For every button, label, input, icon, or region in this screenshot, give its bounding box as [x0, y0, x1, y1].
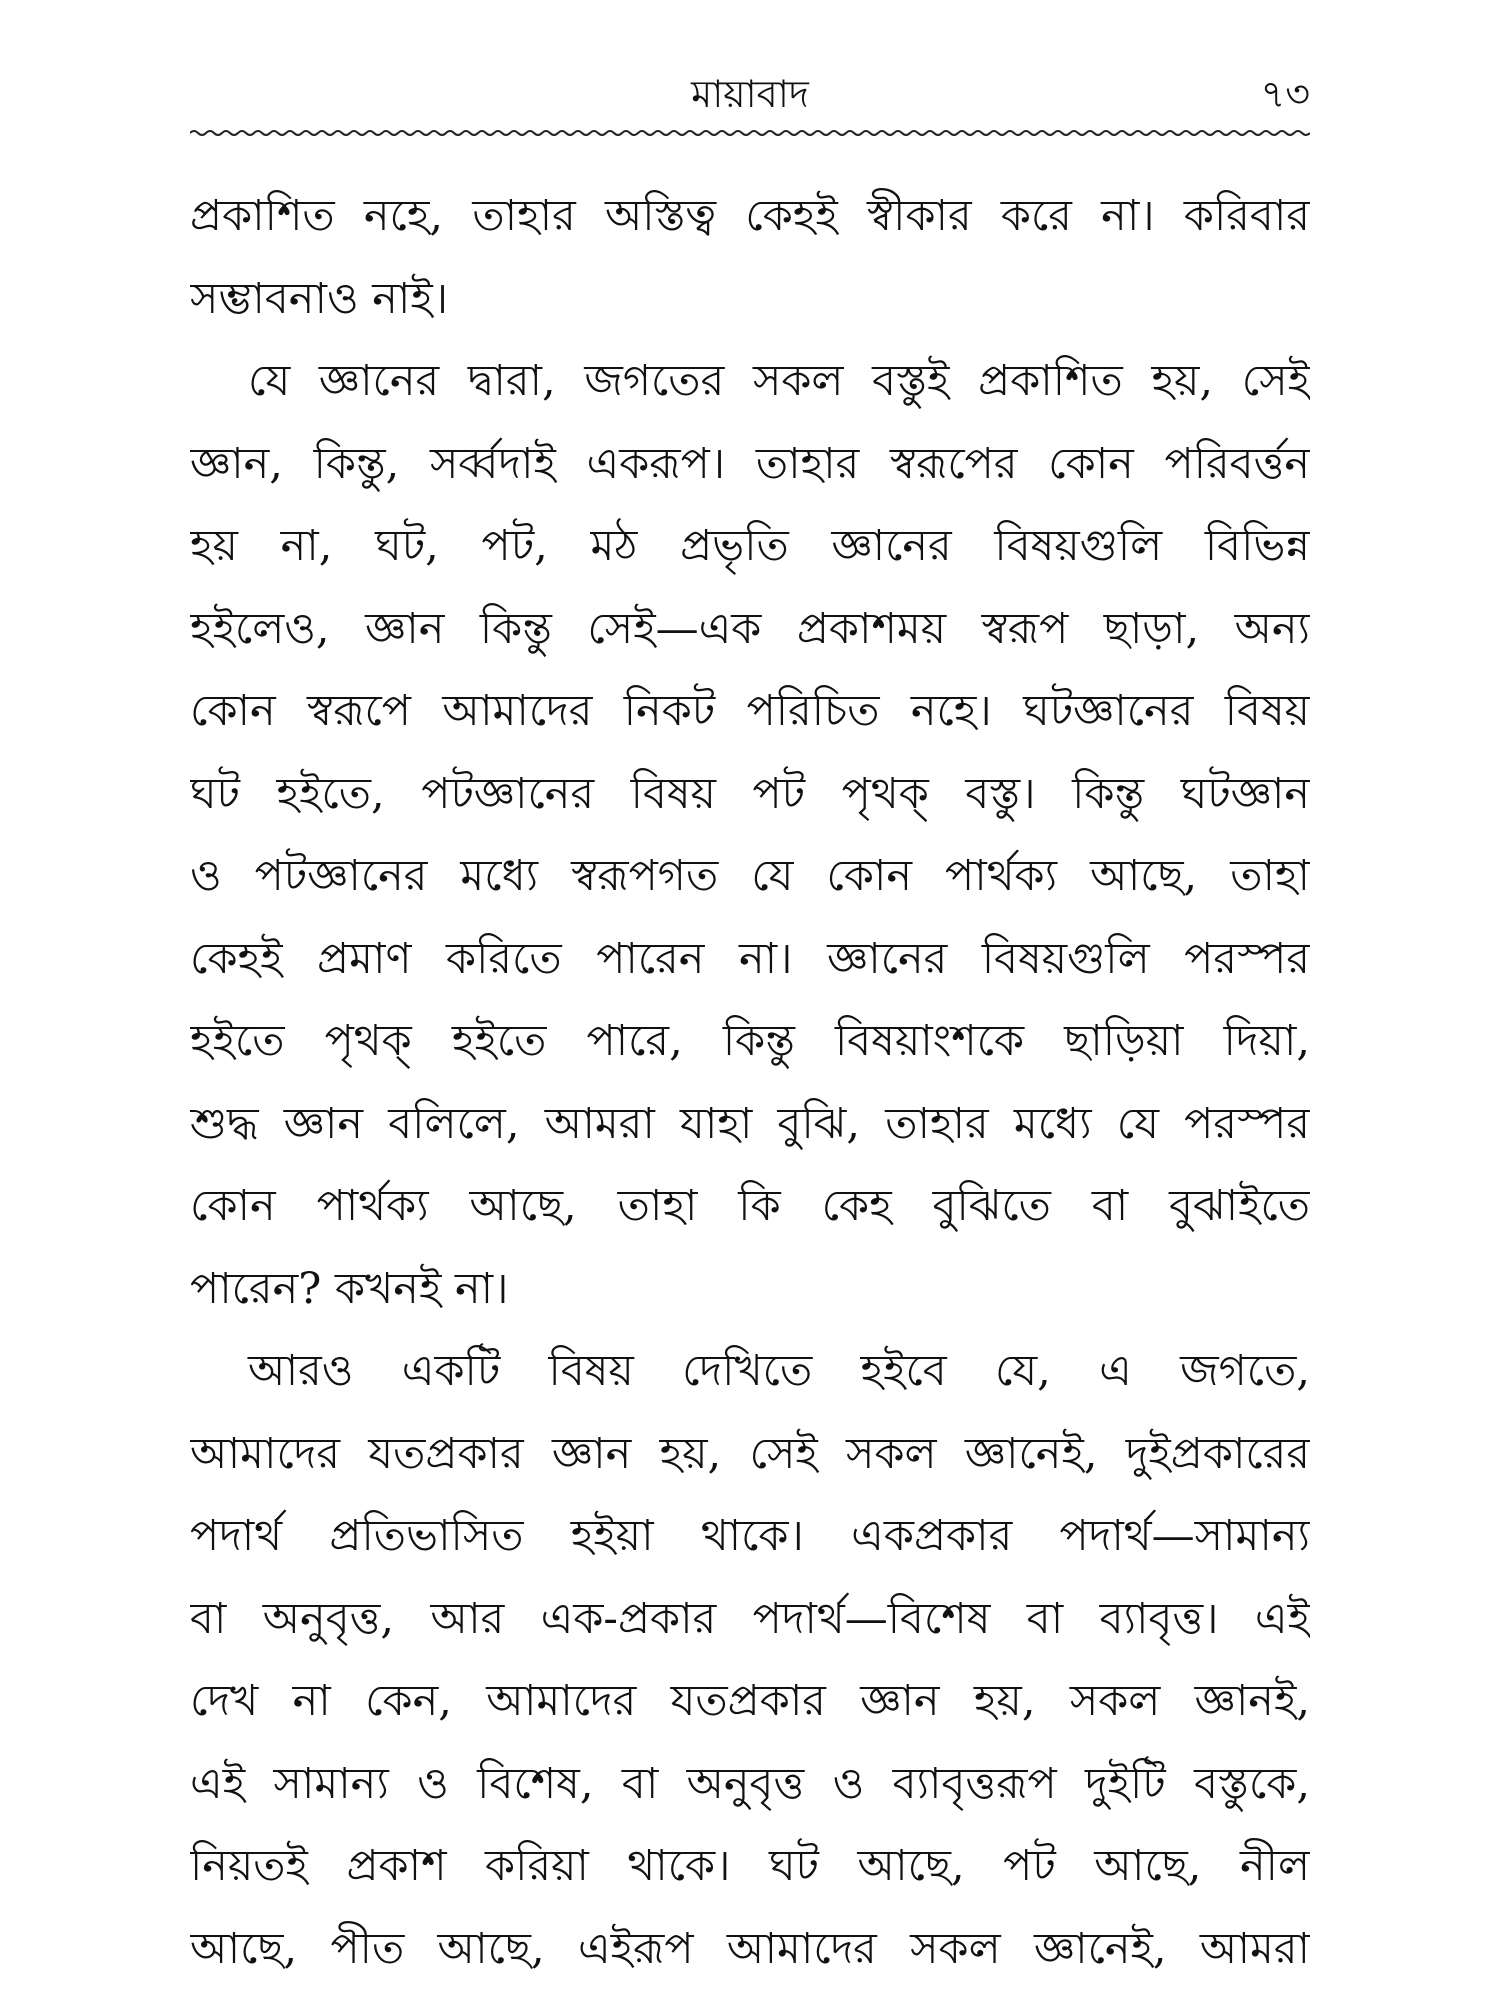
text-line: দেখ না কেন, আমাদের যতপ্রকার জ্ঞান হয়, সকল জ্ঞানই, — [190, 1676, 1310, 1726]
text-line: কেহই প্রমাণ করিতে পারেন না। জ্ঞানের বিষয়গুলি পরস্পর — [190, 933, 1310, 984]
text-line: আছে, পীত আছে, এইরূপ আমাদের সকল জ্ঞানেই, আমরা — [190, 1923, 1310, 1974]
text-line: কোন স্বরূপে আমাদের নিকট পরিচিত নহে। ঘটজ্ঞানের বিষয় — [190, 686, 1310, 736]
text-line: শুদ্ধ জ্ঞান বলিলে, আমরা যাহা বুঝি, তাহার মধ্যে যে পরস্পর — [190, 1098, 1310, 1149]
text-line: পারেন? কখনই না। — [190, 1263, 509, 1314]
text-line: হইলেও, জ্ঞান কিন্তু সেই—এক প্রকাশময় স্বরূপ ছাড়া, অন্য — [190, 603, 1310, 654]
text-line: সম্ভাবনাও নাই। — [190, 273, 449, 324]
body-text — [190, 175, 1310, 1990]
text-line: কোন পার্থক্য আছে, তাহা কি কেহ বুঝিতে বা বুঝাইতে — [190, 1181, 1310, 1231]
text-line: জ্ঞান, কিন্তু, সর্ব্বদাই একরূপ। তাহার স্বরূপের কোন পরিবর্ত্তন — [190, 438, 1310, 489]
text-line: হয় না, ঘট, পট, মঠ প্রভৃতি জ্ঞানের বিষয়গুলি বিভিন্ন — [190, 521, 1310, 571]
text-line: প্রকাশিত নহে, তাহার অস্তিত্ব কেহই স্বীকার করে না। করিবার — [190, 191, 1310, 241]
running-title: মায়াবাদ — [691, 72, 809, 116]
text-line: ঘট হইতে, পটজ্ঞানের বিষয় পট পৃথক্ বস্তু। কিন্তু ঘটজ্ঞান — [190, 768, 1310, 819]
page-number: ৭৩ — [1260, 72, 1310, 116]
text-line: হইতে পৃথক্ হইতে পারে, কিন্তু বিষয়াংশকে ছাড়িয়া দিয়া, — [190, 1016, 1310, 1066]
decorative-wave-rule — [190, 120, 1310, 146]
text-line: এই সামান্য ও বিশেষ, বা অনুবৃত্ত ও ব্যাবৃত্তরূপ দুইটি বস্তুকে, — [190, 1758, 1310, 1809]
text-line: আমাদের যতপ্রকার জ্ঞান হয়, সেই সকল জ্ঞানেই, দুইপ্রকারের — [190, 1428, 1310, 1479]
text-line: বা অনুবৃত্ত, আর এক-প্রকার পদার্থ—বিশেষ বা ব্যাবৃত্ত। এই — [190, 1593, 1310, 1644]
paragraph-first-line: আরও একটি বিষয় দেখিতে হইবে যে, এ জগতে, — [248, 1346, 1310, 1396]
text-line: ও পটজ্ঞানের মধ্যে স্বরূপগত যে কোন পার্থক্য আছে, তাহা — [190, 851, 1310, 901]
paragraph-first-line: যে জ্ঞানের দ্বারা, জগতের সকল বস্তুই প্রকাশিত হয়, সেই — [248, 356, 1310, 406]
text-line: পদার্থ প্রতিভাসিত হইয়া থাকে। একপ্রকার পদার্থ—সামান্য — [190, 1511, 1310, 1561]
text-line: নিয়তই প্রকাশ করিয়া থাকে। ঘট আছে, পট আছে, নীল — [190, 1841, 1310, 1891]
